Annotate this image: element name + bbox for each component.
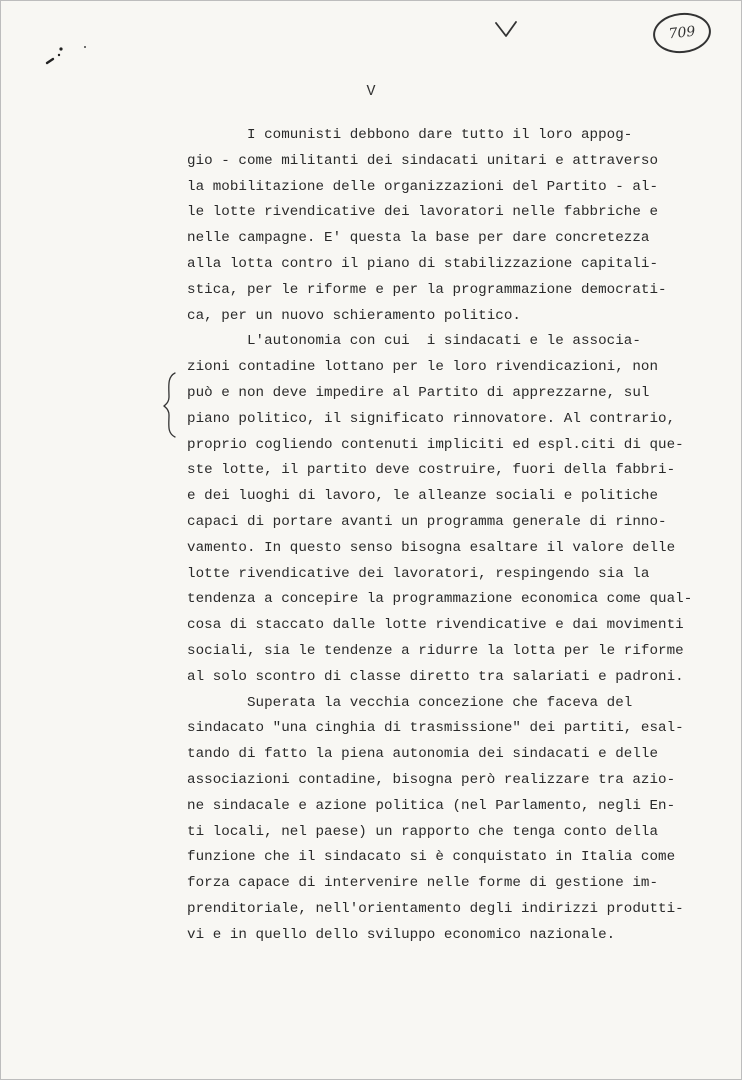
text-line: proprio cogliendo contenuti impliciti ed espl.citi di que- (187, 436, 684, 453)
text-line: funzione che il sindacato si è conquistato in Italia come (187, 849, 676, 866)
ink-marks-icon (41, 41, 91, 71)
text-line: ne sindacale e azione politica (nel Parlamento, negli En- (187, 797, 676, 814)
page-number-stamp: 709 (651, 10, 713, 56)
text-line: e dei luoghi di lavoro, le alleanze sociali e politiche (187, 488, 659, 505)
text-line: tando di fatto la piena autonomia dei sindacati e delle (187, 746, 659, 763)
text-line: zioni contadine lottano per le loro rivendicazioni, non (187, 359, 659, 376)
text-line: Superata la vecchia concezione che faceva del (187, 694, 633, 711)
text-line: nelle campagne. E' questa la base per dare concretezza (187, 230, 650, 247)
text-line: la mobilitazione delle organizzazioni del Partito - al- (187, 178, 659, 195)
text-line: vamento. In questo senso bisogna esaltare il valore delle (187, 539, 676, 556)
text-line: le lotte rivendicative dei lavoratori nelle fabbriche e (187, 204, 659, 221)
section-heading: V (366, 83, 376, 100)
text-line: ti locali, nel paese) un rapporto che tenga conto della (187, 823, 659, 840)
check-mark-icon (493, 19, 519, 41)
margin-bracket-icon (161, 371, 179, 439)
text-line: ste lotte, il partito deve costruire, fuori della fabbri- (187, 462, 676, 479)
text-line: al solo scontro di classe diretto tra salariati e padroni. (187, 668, 684, 685)
text-line: cosa di staccato dalle lotte rivendicative e dai movimenti (187, 617, 684, 634)
text-line: capaci di portare avanti un programma generale di rinno- (187, 513, 667, 530)
text-line: gio - come militanti dei sindacati unitari e attraverso (187, 152, 659, 169)
text-line: tendenza a concepire la programmazione economica come qual- (187, 591, 693, 608)
text-line: forza capace di intervenire nelle forme di gestione im- (187, 875, 659, 892)
text-line: I comunisti debbono dare tutto il loro appog- (187, 127, 633, 143)
text-line: può e non deve impedire al Partito di apprezzarne, sul (187, 384, 650, 401)
text-line: vi e in quello dello sviluppo economico nazionale. (187, 926, 616, 943)
text-line: prenditoriale, nell'orientamento degli indirizzi produtti- (187, 900, 684, 917)
text-line: sindacato "una cinghia di trasmissione" dei partiti, esal- (187, 720, 684, 737)
text-line: stica, per le riforme e per la programmazione democrati- (187, 281, 667, 298)
text-line: L'autonomia con cui i sindacati e le associa- (187, 333, 641, 350)
body-text (187, 123, 717, 949)
text-line: alla lotta contro il piano di stabilizzazione capitali- (187, 255, 659, 272)
text-line: associazioni contadine, bisogna però realizzare tra azio- (187, 771, 676, 788)
text-line: sociali, sia le tendenze a ridurre la lotta per le riforme (187, 642, 684, 659)
text-line: ca, per un nuovo schieramento politico. (187, 307, 521, 324)
text-line: lotte rivendicative dei lavoratori, respingendo sia la (187, 565, 650, 582)
text-line: piano politico, il significato rinnovatore. Al contrario, (187, 410, 676, 427)
